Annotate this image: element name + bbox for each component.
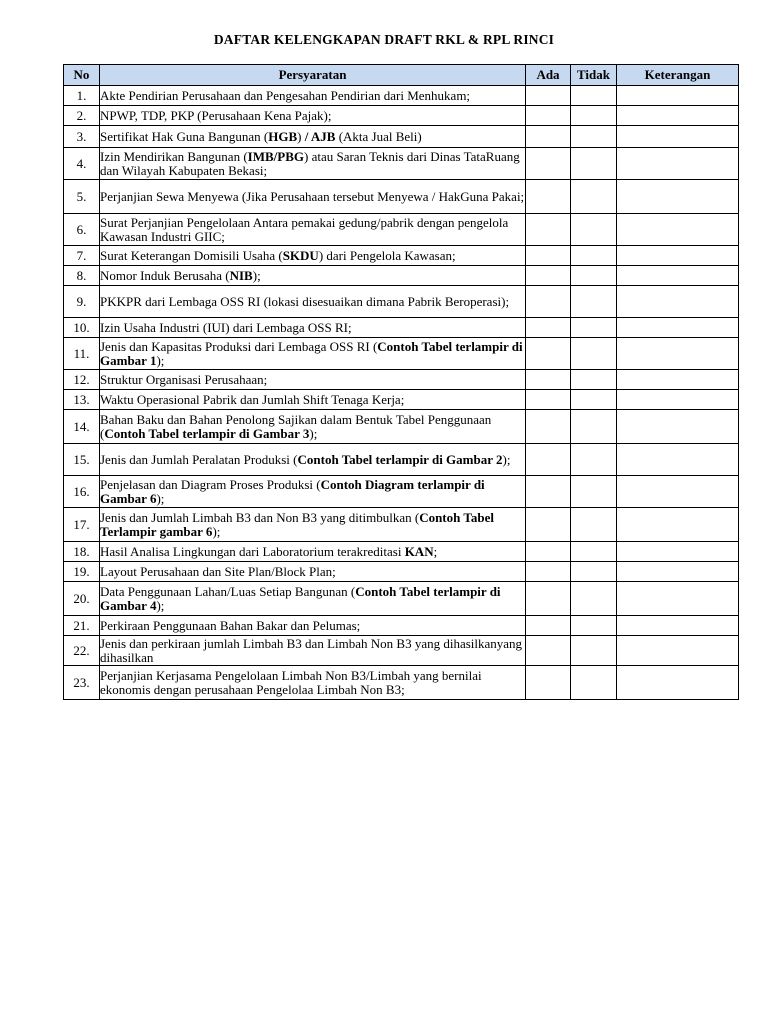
requirement-text: [100, 542, 526, 562]
keterangan-cell[interactable]: [617, 508, 739, 542]
row-number: 21.: [64, 616, 100, 636]
keterangan-cell[interactable]: [617, 214, 739, 246]
requirement-text-part: PKKPR dari Lembaga OSS RI (lokasi disesuaikan dimana Pabrik Beroperasi);: [100, 293, 510, 309]
row-number: 19.: [64, 562, 100, 582]
keterangan-cell[interactable]: [617, 582, 739, 616]
keterangan-cell[interactable]: [617, 266, 739, 286]
ada-cell[interactable]: [526, 106, 571, 126]
tidak-cell[interactable]: [571, 86, 617, 106]
table-row: [64, 86, 739, 106]
requirement-bold-text: Contoh Tabel terlampir di Gambar 2: [297, 451, 503, 467]
keterangan-cell[interactable]: [617, 246, 739, 266]
requirement-bold-text: Contoh Tabel terlampir di Gambar 1: [100, 339, 523, 368]
requirement-text-part: Nomor Induk Berusaha (: [100, 267, 230, 283]
tidak-cell[interactable]: [571, 214, 617, 246]
requirement-text: [100, 148, 526, 180]
keterangan-cell[interactable]: [617, 338, 739, 370]
table-row: [64, 246, 739, 266]
requirement-bold-text: Contoh Tabel terlampir di Gambar 3: [104, 425, 310, 441]
tidak-cell[interactable]: [571, 582, 617, 616]
keterangan-cell[interactable]: [617, 318, 739, 338]
requirement-text: [100, 286, 526, 318]
row-number: 14.: [64, 410, 100, 444]
requirement-text: [100, 636, 526, 666]
table-row: [64, 390, 739, 410]
requirements-table: [63, 64, 739, 700]
requirement-text-part: );: [502, 451, 511, 467]
keterangan-cell[interactable]: [617, 666, 739, 700]
keterangan-cell[interactable]: [617, 390, 739, 410]
requirement-text: [100, 86, 526, 106]
requirement-bold-text: SKDU: [282, 247, 319, 263]
requirement-text-part: ;: [433, 543, 438, 559]
requirement-text-part: Surat Perjanjian Pengelolaan Antara pemakai gedung/pabrik dengan pengelola Kawasan Industri GIIC;: [100, 215, 509, 244]
row-number: 6.: [64, 214, 100, 246]
ada-cell[interactable]: [526, 266, 571, 286]
requirement-bold-text: KAN: [404, 543, 434, 559]
table-row: [64, 410, 739, 444]
ada-cell[interactable]: [526, 582, 571, 616]
table-row: [64, 214, 739, 246]
tidak-cell[interactable]: [571, 508, 617, 542]
tidak-cell[interactable]: [571, 562, 617, 582]
requirement-text-part: Jenis dan Jumlah Limbah B3 dan Non B3 yang ditimbulkan (: [100, 510, 420, 525]
ada-cell[interactable]: [526, 410, 571, 444]
table-row: [64, 508, 739, 542]
ada-cell[interactable]: [526, 444, 571, 476]
requirement-text: [100, 180, 526, 214]
keterangan-cell[interactable]: [617, 106, 739, 126]
requirement-bold-text: Contoh Tabel Terlampir gambar 6: [100, 510, 494, 539]
tidak-cell[interactable]: [571, 476, 617, 508]
requirement-text: [100, 582, 526, 616]
table-row: [64, 370, 739, 390]
row-number: 12.: [64, 370, 100, 390]
keterangan-cell[interactable]: [617, 86, 739, 106]
table-row: [64, 286, 739, 318]
table-row: [64, 126, 739, 148]
tidak-cell[interactable]: [571, 410, 617, 444]
row-number: 13.: [64, 390, 100, 410]
requirement-text-part: ): [297, 128, 305, 144]
ada-cell[interactable]: [526, 616, 571, 636]
requirement-bold-text: HGB: [268, 128, 298, 144]
tidak-cell[interactable]: [571, 180, 617, 214]
requirement-text: [100, 266, 526, 286]
keterangan-cell[interactable]: [617, 180, 739, 214]
table-row: [64, 148, 739, 180]
row-number: 1.: [64, 86, 100, 106]
tidak-cell[interactable]: [571, 370, 617, 390]
requirement-bold-text: NIB: [229, 267, 253, 283]
ada-cell[interactable]: [526, 318, 571, 338]
tidak-cell[interactable]: [571, 542, 617, 562]
table-row: [64, 636, 739, 666]
requirement-bold-text: / AJB: [304, 128, 336, 144]
requirement-text: [100, 246, 526, 266]
tidak-cell[interactable]: [571, 246, 617, 266]
table-row: [64, 666, 739, 700]
table-row: [64, 476, 739, 508]
column-header-keterangan: Keterangan: [617, 65, 739, 86]
keterangan-cell[interactable]: [617, 286, 739, 318]
requirement-text-part: );: [156, 597, 165, 613]
table-row: [64, 266, 739, 286]
requirement-bold-text: Contoh Diagram terlampir di Gambar 6: [100, 477, 485, 506]
requirement-text: [100, 214, 526, 246]
row-number: 11.: [64, 338, 100, 370]
requirement-text-part: Layout Perusahaan dan Site Plan/Block Plan;: [100, 563, 336, 579]
requirement-text-part: Jenis dan perkiraan jumlah Limbah B3 dan Limbah Non B3 yang dihasilkanyang dihasilkan: [100, 636, 523, 665]
requirement-text-part: Izin Usaha Industri (IUI) dari Lembaga OSS RI;: [100, 319, 352, 335]
keterangan-cell[interactable]: [617, 410, 739, 444]
row-number: 9.: [64, 286, 100, 318]
table-row: [64, 106, 739, 126]
tidak-cell[interactable]: [571, 666, 617, 700]
requirement-text-part: Perkiraan Penggunaan Bahan Bakar dan Pelumas;: [100, 617, 361, 633]
tidak-cell[interactable]: [571, 106, 617, 126]
table-row: [64, 444, 739, 476]
ada-cell[interactable]: [526, 180, 571, 214]
table-header-row: [64, 65, 739, 86]
row-number: 23.: [64, 666, 100, 700]
ada-cell[interactable]: [526, 86, 571, 106]
row-number: 3.: [64, 126, 100, 148]
requirement-text-part: (Akta Jual Beli): [335, 128, 422, 144]
row-number: 20.: [64, 582, 100, 616]
requirement-text: [100, 370, 526, 390]
requirement-text: [100, 390, 526, 410]
requirement-text-part: Jenis dan Kapasitas Produksi dari Lembaga OSS RI (: [100, 339, 378, 354]
requirement-text-part: Bahan Baku dan Bahan Penolong Sajikan dalam Bentuk Tabel Penggunaan (: [100, 412, 492, 441]
requirement-text-part: Akte Pendirian Perusahaan dan Pengesahan Pendirian dari Menhukam;: [100, 87, 471, 103]
table-row: [64, 582, 739, 616]
table-row: [64, 542, 739, 562]
requirement-text: [100, 318, 526, 338]
requirement-text-part: Penjelasan dan Diagram Proses Produksi (: [100, 477, 321, 492]
requirement-text: [100, 476, 526, 508]
ada-cell[interactable]: [526, 636, 571, 666]
requirement-text: [100, 508, 526, 542]
table-row: [64, 616, 739, 636]
ada-cell[interactable]: [526, 286, 571, 318]
column-header-persyaratan: Persyaratan: [100, 65, 526, 86]
tidak-cell[interactable]: [571, 266, 617, 286]
keterangan-cell[interactable]: [617, 636, 739, 666]
keterangan-cell[interactable]: [617, 148, 739, 180]
keterangan-cell[interactable]: [617, 370, 739, 390]
requirement-text-part: Sertifikat Hak Guna Bangunan (: [100, 128, 269, 144]
tidak-cell[interactable]: [571, 616, 617, 636]
row-number: 4.: [64, 148, 100, 180]
row-number: 5.: [64, 180, 100, 214]
row-number: 8.: [64, 266, 100, 286]
ada-cell[interactable]: [526, 148, 571, 180]
requirement-text-part: Hasil Analisa Lingkungan dari Laboratorium terakreditasi: [100, 543, 405, 559]
requirement-text: [100, 338, 526, 370]
ada-cell[interactable]: [526, 508, 571, 542]
keterangan-cell[interactable]: [617, 562, 739, 582]
column-header-ada: Ada: [526, 65, 571, 86]
tidak-cell[interactable]: [571, 338, 617, 370]
row-number: 17.: [64, 508, 100, 542]
column-header-no: No: [64, 65, 100, 86]
requirement-text-part: );: [252, 267, 261, 283]
ada-cell[interactable]: [526, 246, 571, 266]
requirement-text-part: Surat Keterangan Domisili Usaha (: [100, 247, 283, 263]
ada-cell[interactable]: [526, 214, 571, 246]
page-title: DAFTAR KELENGKAPAN DRAFT RKL & RPL RINCI: [213, 32, 555, 47]
requirement-text-part: ) atau Saran Teknis dari Dinas TataRuang dan Wilayah Kabupaten Bekasi;: [100, 149, 520, 178]
table-row: [64, 562, 739, 582]
table-body: [64, 86, 739, 700]
tidak-cell[interactable]: [571, 318, 617, 338]
requirement-text-part: NPWP, TDP, PKP (Perusahaan Kena Pajak);: [100, 107, 332, 123]
tidak-cell[interactable]: [571, 126, 617, 148]
table-row: [64, 318, 739, 338]
keterangan-cell[interactable]: [617, 616, 739, 636]
requirement-text-part: Perjanjian Kerjasama Pengelolaan Limbah Non B3/Limbah yang bernilai ekonomis dengan perusahaan Pengelolaa Limbah Non B3;: [100, 668, 482, 697]
ada-cell[interactable]: [526, 370, 571, 390]
requirement-text-part: );: [212, 523, 221, 539]
row-number: 18.: [64, 542, 100, 562]
tidak-cell[interactable]: [571, 390, 617, 410]
row-number: 10.: [64, 318, 100, 338]
ada-cell[interactable]: [526, 126, 571, 148]
requirement-text: [100, 562, 526, 582]
requirement-text: [100, 106, 526, 126]
requirement-text: [100, 444, 526, 476]
row-number: 16.: [64, 476, 100, 508]
requirement-text: [100, 410, 526, 444]
tidak-cell[interactable]: [571, 286, 617, 318]
ada-cell[interactable]: [526, 542, 571, 562]
requirement-text-part: Perjanjian Sewa Menyewa (Jika Perusahaan tersebut Menyewa / HakGuna Pakai;: [100, 188, 525, 204]
ada-cell[interactable]: [526, 390, 571, 410]
ada-cell[interactable]: [526, 338, 571, 370]
requirement-text-part: Struktur Organisasi Perusahaan;: [100, 371, 268, 387]
requirement-text-part: );: [309, 425, 318, 441]
requirement-text-part: Data Penggunaan Lahan/Luas Setiap Bangunan (: [100, 584, 356, 599]
requirement-text-part: );: [156, 352, 165, 368]
table-row: [64, 338, 739, 370]
requirement-text-part: );: [156, 490, 165, 506]
tidak-cell[interactable]: [571, 148, 617, 180]
keterangan-cell[interactable]: [617, 126, 739, 148]
row-number: 7.: [64, 246, 100, 266]
keterangan-cell[interactable]: [617, 476, 739, 508]
requirement-text-part: Waktu Operasional Pabrik dan Jumlah Shift Tenaga Kerja;: [100, 391, 405, 407]
requirement-text-part: Izin Mendirikan Bangunan (: [100, 149, 248, 164]
table-row: [64, 180, 739, 214]
keterangan-cell[interactable]: [617, 444, 739, 476]
requirement-text: [100, 616, 526, 636]
tidak-cell[interactable]: [571, 444, 617, 476]
requirement-text: [100, 126, 526, 148]
ada-cell[interactable]: [526, 476, 571, 508]
column-header-tidak: Tidak: [571, 65, 617, 86]
requirement-text-part: ) dari Pengelola Kawasan;: [318, 247, 456, 263]
ada-cell[interactable]: [526, 562, 571, 582]
keterangan-cell[interactable]: [617, 542, 739, 562]
row-number: 22.: [64, 636, 100, 666]
row-number: 15.: [64, 444, 100, 476]
ada-cell[interactable]: [526, 666, 571, 700]
tidak-cell[interactable]: [571, 636, 617, 666]
row-number: 2.: [64, 106, 100, 126]
requirement-text-part: Jenis dan Jumlah Peralatan Produksi (: [100, 451, 298, 467]
requirement-bold-text: IMB/PBG: [247, 149, 304, 164]
requirement-bold-text: Contoh Tabel terlampir di Gambar 4: [100, 584, 501, 613]
requirement-text: [100, 666, 526, 700]
